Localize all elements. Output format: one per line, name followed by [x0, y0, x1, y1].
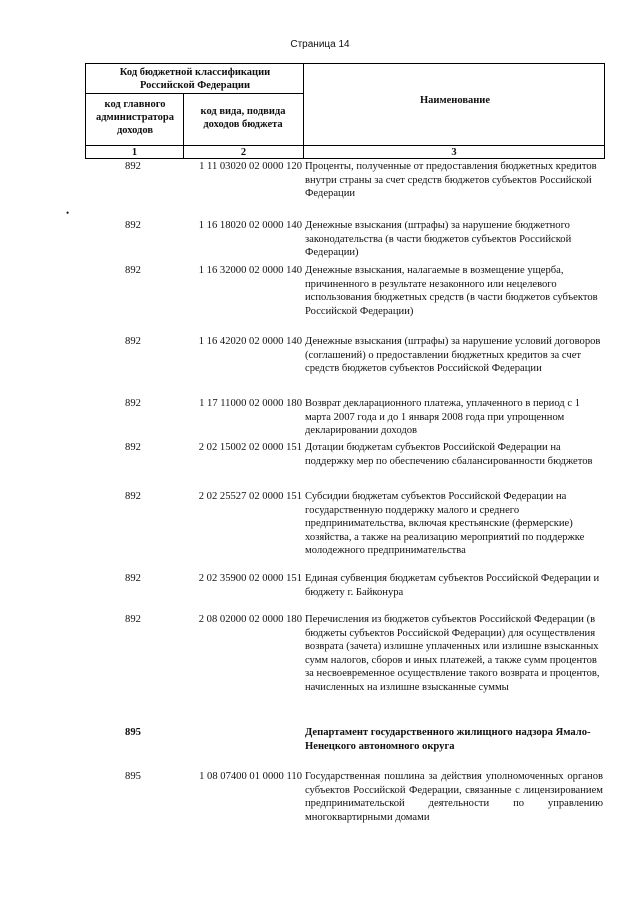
admin-code: 892 [125, 398, 141, 409]
budget-code: 2 02 35900 02 0000 151 [198, 573, 302, 584]
budget-code: 1 16 32000 02 0000 140 [198, 265, 302, 276]
table-header [85, 63, 605, 159]
header-num2: 2 [240, 147, 247, 158]
revenue-name: Возврат декларационного платежа, уплаченного в период с 1 марта 2007 года и до 1 января 2008 года при упрощенном декларировании доходов [305, 398, 580, 437]
revenue-name: Перечисления из бюджетов субъектов Российской Федерации (в бюджеты субъектов Российской Федерации) для осуществления возврата (зачета) излишне уплаченных или излишне взысканных сумм налогов, сборов и иных платежей, а также сумм процентов за несвоевременное осуществление такого возврата и процентов, начисленных на излишне взысканные суммы [305, 614, 600, 693]
budget-code: 1 16 42020 02 0000 140 [198, 336, 302, 347]
page-number: Страница 14 [290, 39, 350, 50]
revenue-name: Денежные взыскания, налагаемые в возмещение ущерба, причиненного в результате незаконного или нецелевого использования бюджетных средств (в части бюджетов субъектов Российской Федерации) [305, 265, 598, 317]
revenue-name: Государственная пошлина за действия уполномоченных органов субъектов Российской Федерации, связанные с лицензированием предпринимательской деятельности по управлению многоквартирными домами [305, 771, 603, 823]
budget-code: 1 17 11000 02 0000 180 [199, 398, 302, 409]
revenue-name: Субсидии бюджетам субъектов Российской Федерации на государственную поддержку малого и среднего предпринимательства, включая крестьянские (фермерские) хозяйства, а также на реализацию мероприятий по поддержке молодежного предпринимательства [305, 491, 585, 557]
revenue-name: Единая субвенция бюджетам субъектов Российской Федерации и бюджету г. Байконура [305, 573, 600, 598]
budget-code: 2 02 25527 02 0000 151 [198, 491, 302, 502]
admin-code: 892 [125, 336, 141, 347]
header-col3-title: Наименование [420, 95, 490, 106]
header-num1: 1 [131, 147, 138, 158]
admin-code: 892 [125, 442, 141, 453]
department-name: Департамент государственного жилищного надзора Ямало-Ненецкого автономного округа [305, 727, 591, 752]
budget-code: 1 16 18020 02 0000 140 [198, 220, 302, 231]
revenue-name: Денежные взыскания (штрафы) за нарушение условий договоров (соглашений) о предоставлении бюджетных кредитов за счет средств бюджетов субъектов Российской Федерации [305, 336, 601, 375]
header-group-title: Код бюджетной классификации Российской Федерации [119, 67, 271, 91]
admin-code: 892 [125, 265, 141, 276]
header-col1-title: код главного администратора доходов [96, 99, 174, 136]
admin-code: 892 [125, 614, 141, 625]
revenue-name: Денежные взыскания (штрафы) за нарушение бюджетного законодательства (в части бюджетов субъектов Российской Федерации) [305, 220, 572, 259]
admin-code: 892 [125, 573, 141, 584]
admin-code: 892 [125, 161, 141, 172]
budget-code: 1 08 07400 01 0000 110 [199, 771, 302, 782]
budget-code: 1 11 03020 02 0000 120 [199, 161, 302, 172]
header-col2-title: код вида, подвида доходов бюджета [200, 106, 286, 130]
revenue-name: Дотации бюджетам субъектов Российской Федерации на поддержку мер по обеспечению сбалансированности бюджетов [305, 442, 593, 467]
admin-code: 895 [125, 771, 141, 782]
admin-code: 895 [125, 727, 141, 738]
budget-code: 2 02 15002 02 0000 151 [198, 442, 302, 453]
admin-code: 892 [125, 491, 141, 502]
budget-code: 2 08 02000 02 0000 180 [198, 614, 302, 625]
admin-code: 892 [125, 220, 141, 231]
revenue-name: Проценты, полученные от предоставления бюджетных кредитов внутри страны за счет средств бюджетов субъектов Российской Федерации [305, 161, 597, 200]
header-num3: 3 [451, 147, 457, 158]
stray-mark: • [66, 208, 70, 218]
